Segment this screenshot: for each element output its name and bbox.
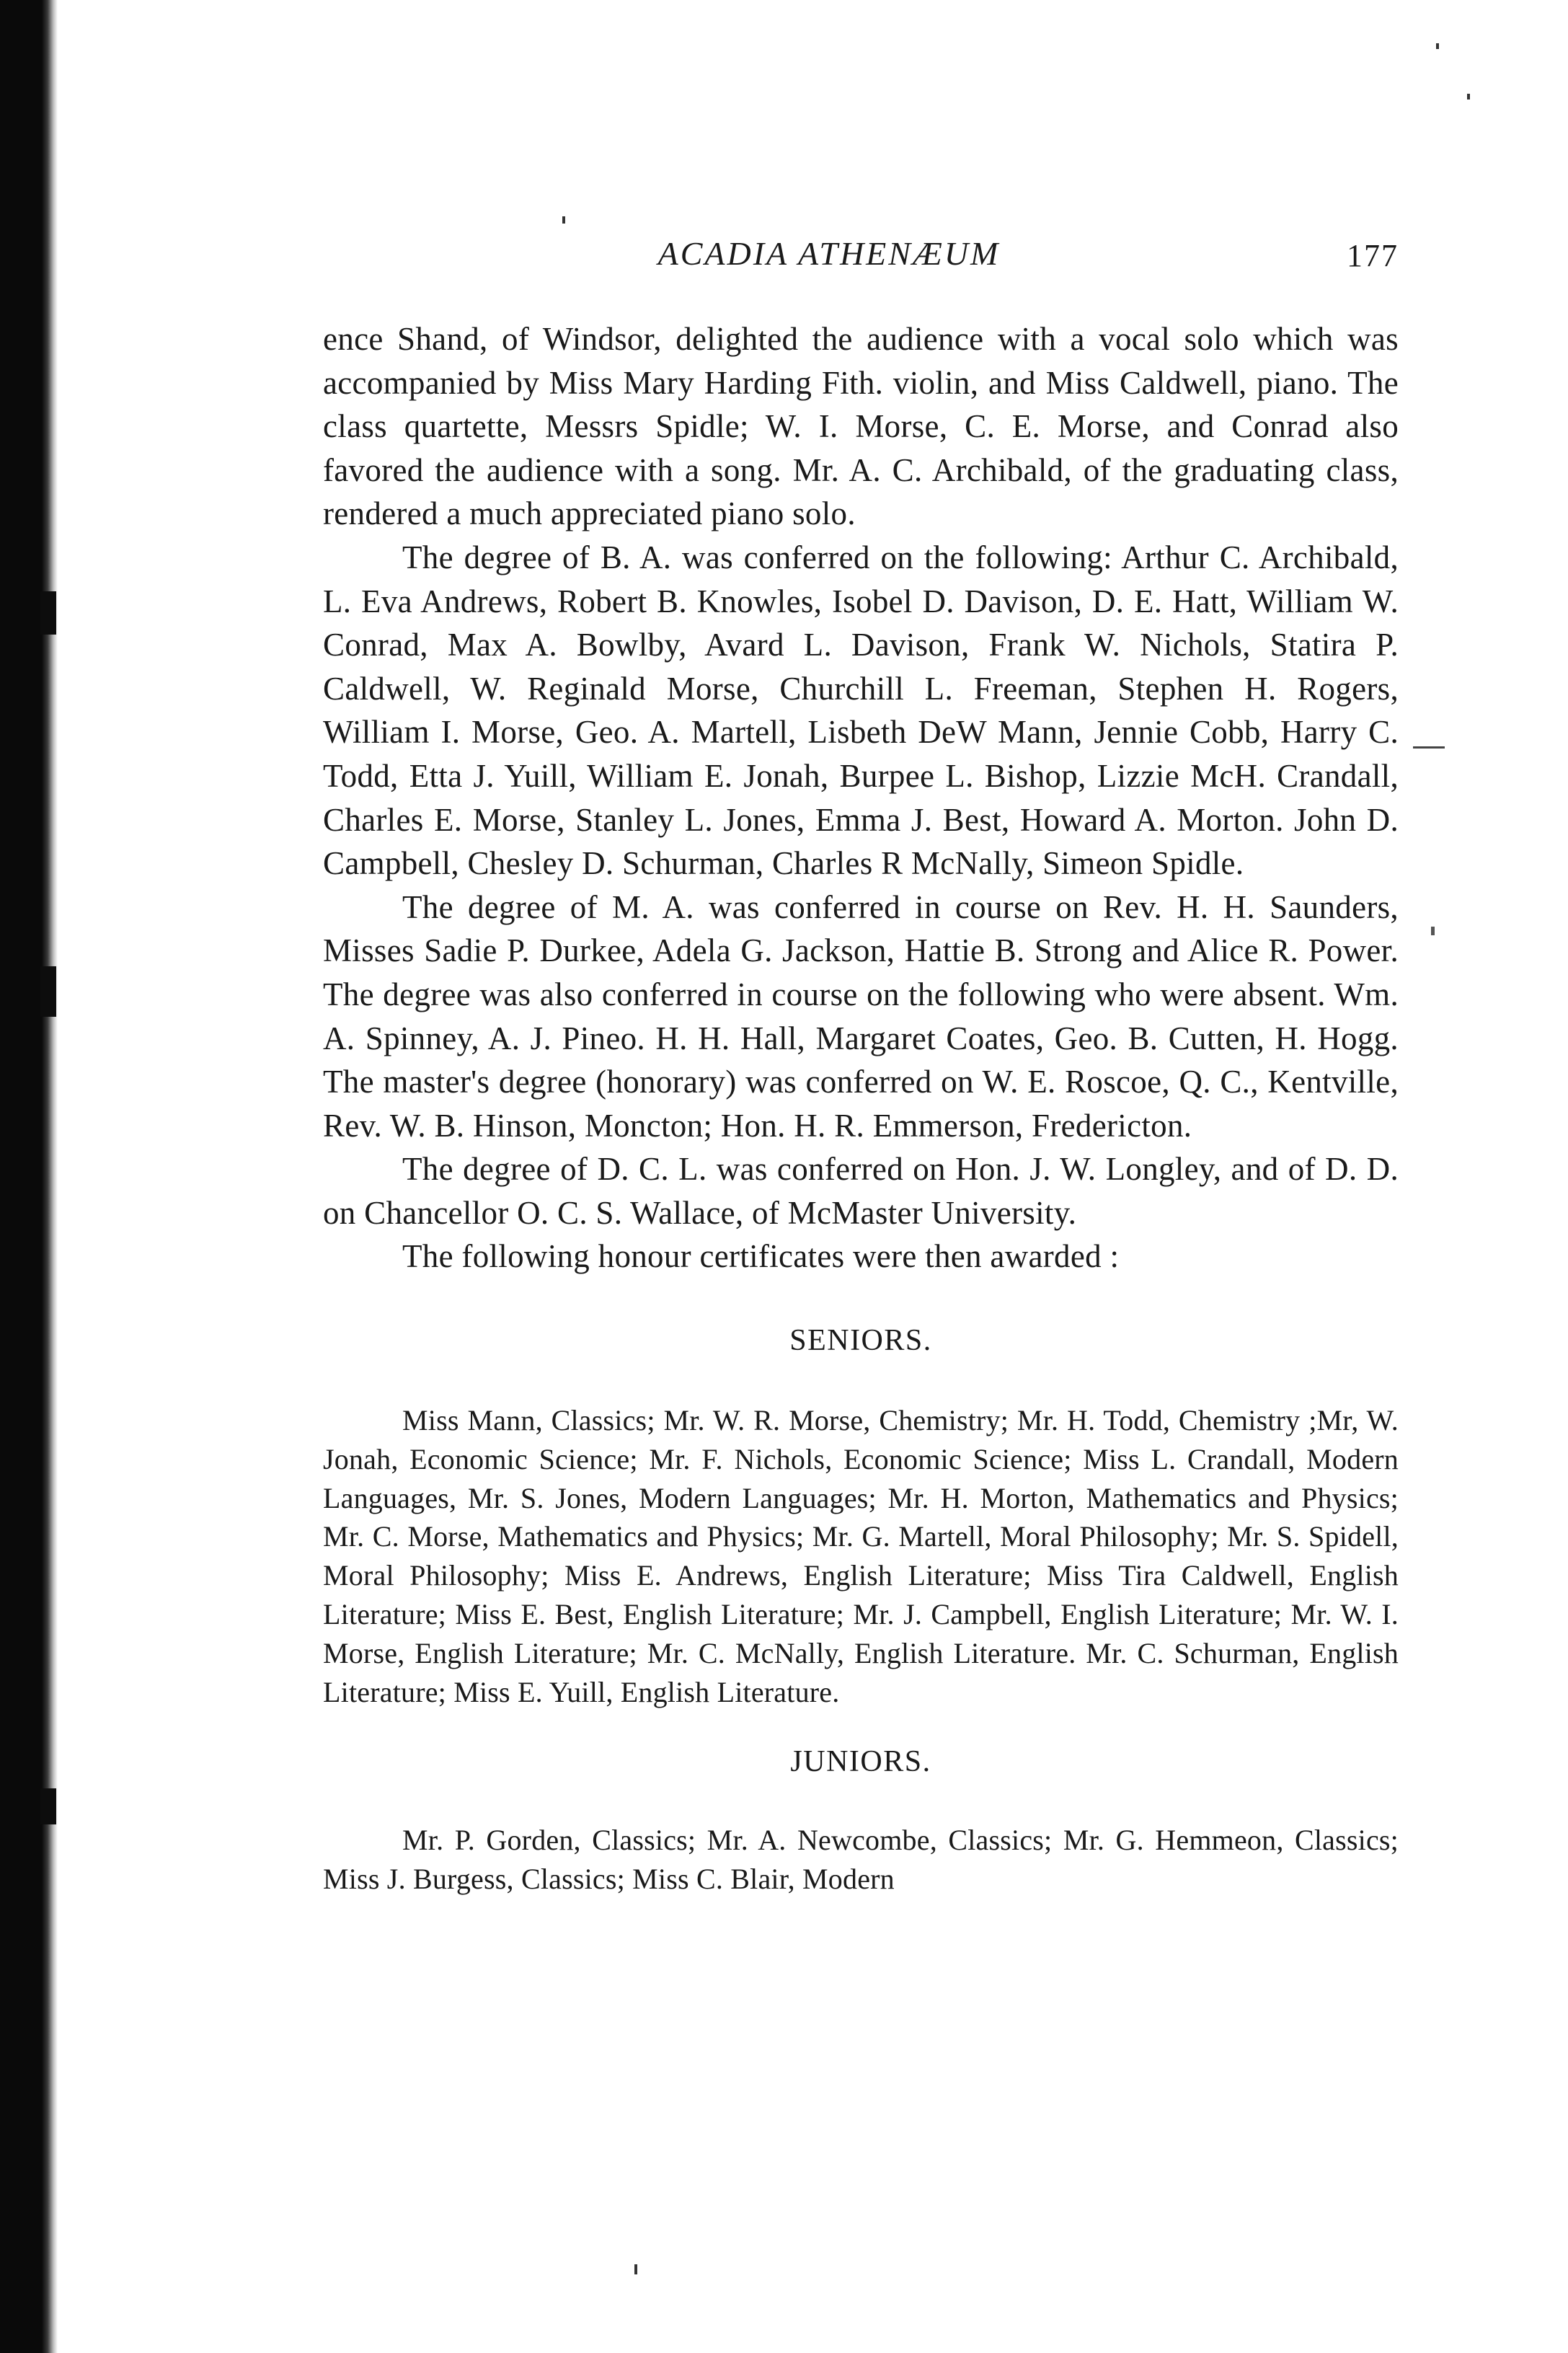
paragraph-dcl-degrees: The degree of D. C. L. was conferred on Hon. J. W. Longley, and of D. D. on Chancellor O. C. S. Wallace, of McMaster University. — [323, 1151, 1399, 1231]
paragraph-ba-degrees: The degree of B. A. was conferred on the following: Arthur C. Archibald, L. Eva Andrews, Robert B. Knowles, Isobel D. Davison, D. E. Hatt, William W. Conrad, Max A. Bowlby, Avard L. Davison, Frank W. Nichols, Statira P. Caldwell, W. Reginald Morse, Churchill L. Freeman, Stephen H. Rogers, William I. Morse, Geo. A. Martell, Lisbeth DeW Mann, Jennie Cobb, Harry C. Todd, Etta J. Yuill, William E. Jonah, Burpee L. Bishop, Lizzie McH. Crandall, Charles E. Morse, Stanley L. Jones, Emma J. Best, Howard A. Morton. John D. Campbell, Chesley D. Schurman, Charles R McNally, Simeon Spidle. — [323, 539, 1399, 882]
binding-notch — [40, 966, 56, 1017]
stray-mark — [562, 216, 565, 224]
margin-mark — [1431, 927, 1435, 935]
binding-notch — [40, 1788, 56, 1824]
article-body — [323, 317, 1399, 1899]
margin-mark — [1413, 746, 1445, 749]
paragraph-ma-degrees: The degree of M. A. was conferred in course on Rev. H. H. Saunders, Misses Sadie P. Durkee, Adela G. Jackson, Hattie B. Strong and Alice R. Power. The degree was also conferred in course on the following who were absent. Wm. A. Spinney, A. J. Pineo. H. H. Hall, Margaret Coates, Geo. B. Cutten, H. Hogg. The master's degree (honorary) was conferred on W. E. Roscoe, Q. C., Kentville, Rev. W. B. Hinson, Moncton; Hon. H. R. Emmerson, Fredericton. — [323, 888, 1399, 1144]
page-binding-edge — [0, 0, 58, 2353]
stray-mark — [1467, 94, 1470, 100]
page-number: 177 — [1347, 238, 1399, 273]
juniors-list: Mr. P. Gorden, Classics; Mr. A. Newcombe, Classics; Mr. G. Hemmeon, Classics; Miss J. Burgess, Classics; Miss C. Blair, Modern — [323, 1824, 1399, 1896]
page-header — [324, 234, 1399, 285]
binding-notch — [40, 591, 56, 635]
running-title: ACADIA ATHENÆUM — [657, 235, 1001, 272]
section-heading-seniors: SENIORS. — [789, 1324, 932, 1358]
stray-mark — [1436, 43, 1439, 49]
paragraph-recital: ence Shand, of Windsor, delighted the audience with a vocal solo which was accompanied by Miss Mary Harding Fith. violin, and Miss Caldwell, piano. The class quartette, Messrs Spidle; W. I. Morse, C. E. Morse, and Conrad also favored the audience with a song. Mr. A. C. Archibald, of the graduating class, rendered a much appreciated piano solo. — [323, 321, 1399, 532]
stray-mark — [634, 2264, 637, 2274]
paragraph-honour-intro: The following honour certificates were then awarded : — [402, 1238, 1120, 1275]
seniors-list: Miss Mann, Classics; Mr. W. R. Morse, Chemistry; Mr. H. Todd, Chemistry ;Mr, W. Jonah, Economic Science; Mr. F. Nichols, Economic Science; Miss L. Crandall, Modern Languages, Mr. S. Jones, Modern Languages; Mr. H. Morton, Mathematics and Physics; Mr. C. Morse, Mathematics and Physics; Mr. G. Martell, Moral Philosophy; Mr. S. Spidell, Moral Philosophy; Miss E. Andrews, English Literature; Miss Tira Caldwell, English Literature; Miss E. Best, English Literature; Mr. J. Campbell, English Literature; Mr. W. I. Morse, English Literature; Mr. C. McNally, English Literature. Mr. C. Schurman, English Literature; Miss E. Yuill, English Literature. — [323, 1404, 1399, 1708]
section-heading-juniors: JUNIORS. — [790, 1745, 931, 1779]
